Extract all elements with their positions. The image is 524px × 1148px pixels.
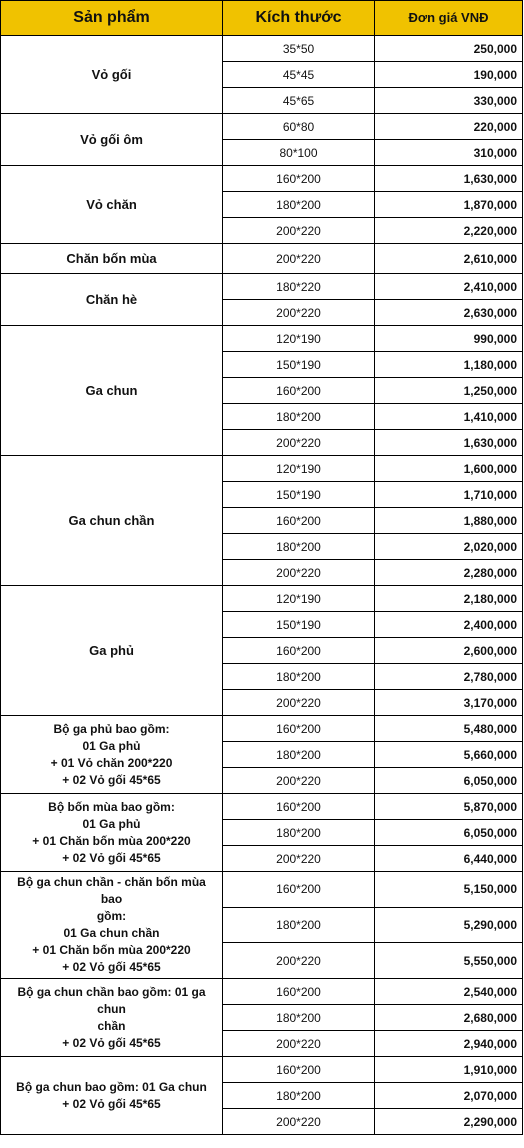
size-cell: 180*200 (223, 907, 375, 943)
price-cell: 190,000 (375, 62, 523, 88)
price-cell: 1,880,000 (375, 508, 523, 534)
size-cell: 200*220 (223, 846, 375, 872)
product-name-line: Chăn hè (85, 292, 138, 307)
size-cell: 160*200 (223, 1057, 375, 1083)
product-name-line: Bộ ga chun bao gồm: 01 Ga chun (16, 1079, 207, 1094)
header-price: Đơn giá VNĐ (375, 1, 523, 36)
size-cell: 60*80 (223, 114, 375, 140)
price-cell: 1,250,000 (375, 378, 523, 404)
price-cell: 5,550,000 (375, 943, 523, 979)
size-cell: 45*65 (223, 88, 375, 114)
size-cell: 160*200 (223, 716, 375, 742)
price-cell: 2,180,000 (375, 586, 523, 612)
product-name-line: + 02 Vỏ gối 45*65 (62, 960, 161, 974)
price-cell: 2,780,000 (375, 664, 523, 690)
product-name-cell (1, 1057, 223, 1135)
table-row (1, 326, 523, 352)
product-name-line: gồm: (96, 909, 127, 923)
product-name-cell (1, 166, 223, 244)
size-cell: 160*200 (223, 794, 375, 820)
size-cell: 180*200 (223, 192, 375, 218)
price-cell: 2,070,000 (375, 1083, 523, 1109)
product-name-cell (1, 36, 223, 114)
price-cell: 220,000 (375, 114, 523, 140)
product-name-line: Bộ ga chun chần - chăn bốn mùa bao (17, 875, 206, 906)
header-product: Sản phẩm (1, 1, 223, 36)
product-name-cell (1, 979, 223, 1057)
size-cell: 150*190 (223, 352, 375, 378)
size-cell: 200*220 (223, 943, 375, 979)
size-cell: 160*200 (223, 638, 375, 664)
table-row (1, 586, 523, 612)
size-cell: 120*190 (223, 326, 375, 352)
size-cell: 180*200 (223, 1083, 375, 1109)
table-row (1, 274, 523, 300)
product-name-line: chần (97, 1018, 126, 1033)
price-cell: 2,680,000 (375, 1005, 523, 1031)
price-cell: 2,280,000 (375, 560, 523, 586)
product-name-cell (1, 456, 223, 586)
product-name-line: + 02 Vỏ gối 45*65 (62, 1096, 161, 1111)
price-cell: 310,000 (375, 140, 523, 166)
price-cell: 2,410,000 (375, 274, 523, 300)
product-name-line: Chăn bốn mùa (66, 251, 157, 266)
product-name-line: Ga chun chần (68, 513, 155, 528)
size-cell: 200*220 (223, 430, 375, 456)
product-name-line: Ga phủ (89, 643, 134, 658)
size-cell: 200*220 (223, 768, 375, 794)
price-cell: 1,910,000 (375, 1057, 523, 1083)
size-cell: 200*220 (223, 300, 375, 326)
size-cell: 180*200 (223, 820, 375, 846)
price-cell: 5,870,000 (375, 794, 523, 820)
price-cell: 5,150,000 (375, 872, 523, 908)
table-row (1, 794, 523, 820)
size-cell: 200*220 (223, 1031, 375, 1057)
size-cell: 160*200 (223, 508, 375, 534)
price-cell: 250,000 (375, 36, 523, 62)
product-name-cell (1, 794, 223, 872)
product-name-line: + 01 Vỏ chăn 200*220 (50, 755, 173, 770)
price-cell: 2,940,000 (375, 1031, 523, 1057)
size-cell: 120*190 (223, 586, 375, 612)
product-name-line: 01 Ga phủ (82, 738, 141, 753)
size-cell: 160*200 (223, 378, 375, 404)
product-name-cell (1, 114, 223, 166)
size-cell: 160*200 (223, 979, 375, 1005)
product-name-line: Bộ bốn mùa bao gồm: (48, 799, 175, 814)
size-cell: 180*200 (223, 534, 375, 560)
table-row (1, 36, 523, 62)
table-row (1, 1057, 523, 1083)
size-cell: 180*220 (223, 274, 375, 300)
product-name-cell (1, 872, 223, 979)
product-name-line: + 02 Vỏ gối 45*65 (62, 772, 161, 787)
size-cell: 200*220 (223, 560, 375, 586)
price-cell: 1,710,000 (375, 482, 523, 508)
product-name-cell (1, 326, 223, 456)
product-name-line: + 01 Chăn bốn mùa 200*220 (32, 833, 191, 848)
price-cell: 6,440,000 (375, 846, 523, 872)
table-row (1, 872, 523, 908)
price-cell: 6,050,000 (375, 820, 523, 846)
price-cell: 2,290,000 (375, 1109, 523, 1135)
table-row (1, 166, 523, 192)
price-cell: 330,000 (375, 88, 523, 114)
size-cell: 180*200 (223, 742, 375, 768)
product-name-line: Vỏ chăn (86, 197, 137, 212)
product-name-line: Vỏ gối ôm (80, 132, 143, 147)
price-cell: 1,180,000 (375, 352, 523, 378)
size-cell: 150*190 (223, 612, 375, 638)
product-name-line: 01 Ga phủ (82, 816, 141, 831)
product-name-line: Vỏ gối (91, 67, 132, 82)
table-row (1, 244, 523, 274)
size-cell: 35*50 (223, 36, 375, 62)
table-row (1, 716, 523, 742)
size-cell: 180*200 (223, 664, 375, 690)
product-name-line: + 02 Vỏ gối 45*65 (62, 850, 161, 865)
size-cell: 200*220 (223, 690, 375, 716)
price-cell: 2,610,000 (375, 244, 523, 274)
product-name-line: Ga chun (85, 383, 138, 398)
price-cell: 5,660,000 (375, 742, 523, 768)
size-cell: 150*190 (223, 482, 375, 508)
price-cell: 2,600,000 (375, 638, 523, 664)
price-cell: 2,020,000 (375, 534, 523, 560)
product-name-cell (1, 586, 223, 716)
price-cell: 1,870,000 (375, 192, 523, 218)
price-cell: 990,000 (375, 326, 523, 352)
product-name-line: Bộ ga chun chần bao gồm: 01 ga chun (17, 984, 206, 1016)
price-cell: 5,290,000 (375, 907, 523, 943)
size-cell: 180*200 (223, 404, 375, 430)
size-cell: 200*220 (223, 218, 375, 244)
size-cell: 180*200 (223, 1005, 375, 1031)
size-cell: 120*190 (223, 456, 375, 482)
size-cell: 45*45 (223, 62, 375, 88)
price-cell: 3,170,000 (375, 690, 523, 716)
header-size: Kích thước (223, 1, 375, 36)
price-cell: 1,630,000 (375, 430, 523, 456)
table-row (1, 979, 523, 1005)
product-name-cell (1, 244, 223, 274)
size-cell: 200*220 (223, 1109, 375, 1135)
product-name-cell (1, 716, 223, 794)
price-cell: 2,220,000 (375, 218, 523, 244)
product-name-line: Bộ ga phủ bao gồm: (53, 721, 170, 736)
price-cell: 5,480,000 (375, 716, 523, 742)
product-name-line: 01 Ga chun chần (63, 926, 160, 940)
price-cell: 1,630,000 (375, 166, 523, 192)
table-row (1, 114, 523, 140)
price-cell: 2,400,000 (375, 612, 523, 638)
product-name-line: + 02 Vỏ gối 45*65 (62, 1035, 161, 1050)
product-name-line: + 01 Chăn bốn mùa 200*220 (32, 943, 191, 957)
size-cell: 160*200 (223, 872, 375, 908)
price-cell: 1,600,000 (375, 456, 523, 482)
price-cell: 2,540,000 (375, 979, 523, 1005)
size-cell: 160*200 (223, 166, 375, 192)
product-name-cell (1, 274, 223, 326)
size-cell: 200*220 (223, 244, 375, 274)
header-row (1, 1, 523, 36)
price-cell: 6,050,000 (375, 768, 523, 794)
size-cell: 80*100 (223, 140, 375, 166)
price-cell: 2,630,000 (375, 300, 523, 326)
table-body (1, 36, 523, 1135)
table-row (1, 456, 523, 482)
price-cell: 1,410,000 (375, 404, 523, 430)
